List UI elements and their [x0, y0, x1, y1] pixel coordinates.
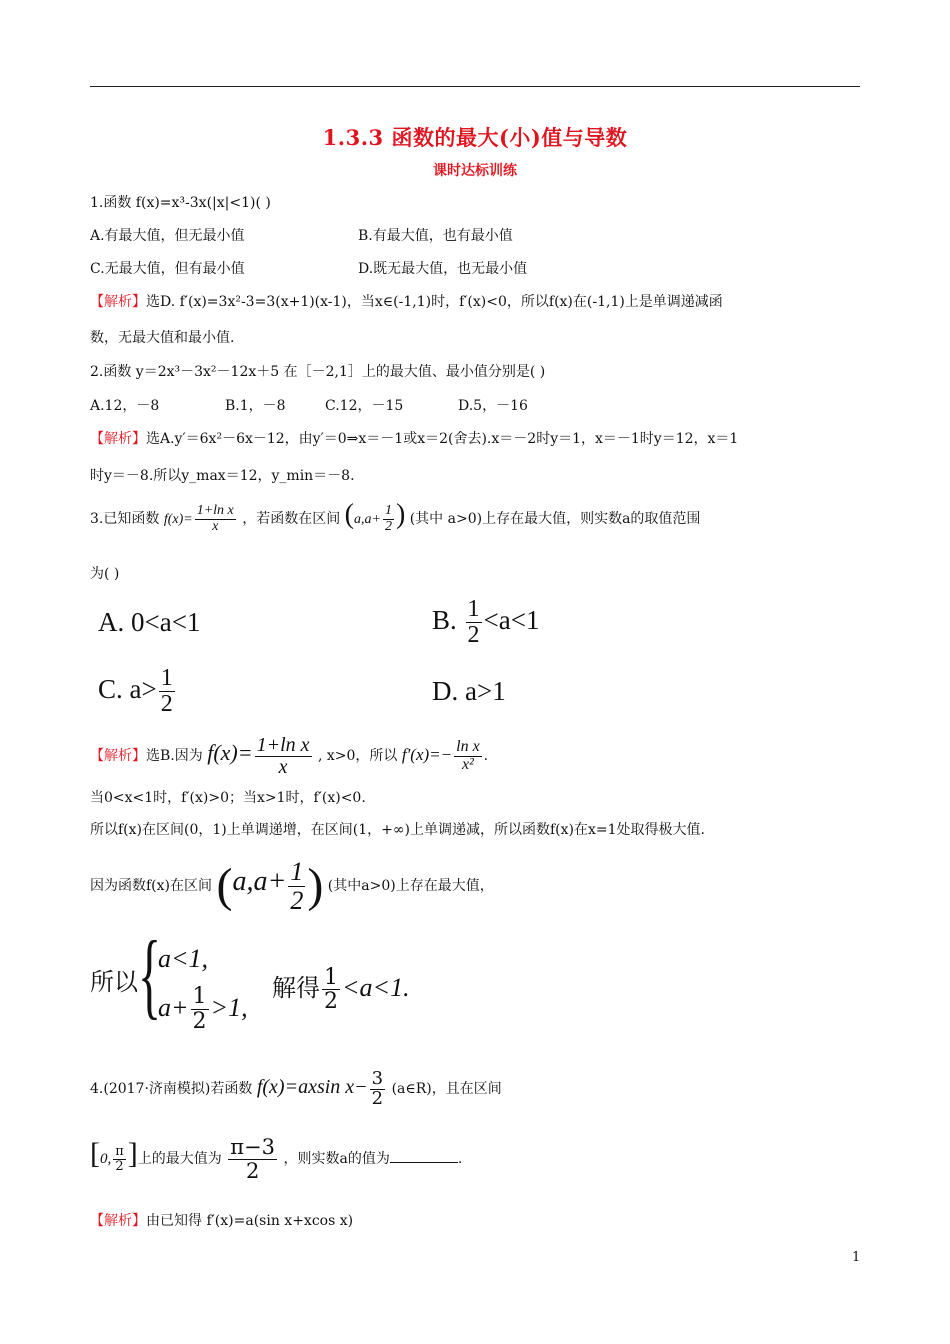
q3-option-b-num: 1	[467, 596, 480, 623]
q2-solution-text: 选A.y′＝6x²－6x－12，由y′＝0⇒x＝－1或x＝2(舍去).x＝－2时y＝1，x＝－1时y＝12，x＝1	[146, 431, 739, 447]
q4-function-den: 2	[371, 1087, 384, 1109]
q3-line4-suffix: (其中a>0)上存在最大值，	[327, 878, 494, 894]
q4-interval-zero: 0,	[100, 1151, 112, 1167]
q3-option-c-num: 1	[160, 665, 173, 692]
q4-line2-end: .	[457, 1151, 463, 1167]
q3-system-eq2	[158, 980, 248, 1036]
q3-interval-close: )	[395, 499, 406, 530]
q3-solution-line4	[90, 852, 494, 916]
q3-solution-line3: 所以f(x)在区间(0，1)上单调递增，在区间(1，+∞)上单调递减，所以函数f(x)在x=1处取得极大值.	[90, 822, 705, 838]
q4-stem-line2	[90, 1124, 462, 1189]
q4-answer-blank[interactable]	[390, 1148, 458, 1163]
q4-line2-suffix: ，则实数a的值为	[283, 1151, 390, 1167]
q2-solution-line1	[90, 429, 738, 449]
q4-line2-middle: 上的最大值为	[137, 1151, 222, 1167]
q3-option-c-fraction	[159, 666, 175, 717]
q4-interval-fraction	[113, 1145, 126, 1173]
q4-stem-prefix: 4.(2017·济南模拟)若函数	[90, 1081, 253, 1097]
q3-option-b-fraction	[466, 597, 482, 648]
q4-stem-suffix: (a∈R)，且在区间	[391, 1081, 502, 1097]
q1-option-c: C.无最大值，但有最小值	[90, 261, 245, 277]
q3-interval-expr: a,a+	[353, 512, 381, 527]
q3-stem-line2: 为( )	[90, 566, 120, 582]
page-subtitle: 课时达标训练	[433, 163, 517, 179]
q2-option-d: D.5，－16	[458, 398, 528, 414]
q3-system-solve: 解得	[272, 974, 320, 1002]
q3-solution-function: f(x)=	[207, 740, 253, 765]
q3-system-eq2-b: >1,	[210, 993, 248, 1022]
q3-line4-num: 1	[290, 857, 304, 887]
q4-interval-open: [	[90, 1137, 100, 1170]
q3-function-fraction	[195, 504, 236, 534]
q3-system-prefix: 所以	[90, 968, 138, 996]
q4-function: f(x)=axsin x−	[256, 1076, 368, 1098]
page-title: 1.3.3 函数的最大(小)值与导数	[322, 125, 628, 150]
q2-stem: 2.函数 y＝2x³－3x²－12x＋5 在［－2,1］上的最大值、最小值分别是( )	[90, 364, 546, 380]
q3-system-eq2-fraction	[191, 985, 209, 1032]
q3-line4-den: 2	[290, 885, 304, 915]
q3-interval: (	[344, 499, 354, 530]
q3-stem-prefix: 3.已知函数	[90, 511, 160, 527]
q3-solution-num: 1+ln x	[256, 733, 310, 756]
q3-option-b	[432, 592, 539, 648]
q4-solution-tag: 【解析】	[90, 1213, 146, 1229]
q3-stem	[90, 500, 700, 535]
q2-option-a: A.12，－8	[90, 398, 160, 414]
q3-line4-prefix: 因为函数f(x)在区间	[90, 878, 213, 894]
q3-solution-line1	[90, 728, 488, 781]
q3-solution-den: x	[278, 755, 288, 778]
q3-solution-line2: 当0<x<1时，f′(x)>0；当x>1时，f′(x)<0.	[90, 790, 366, 806]
q3-result-den: 2	[324, 989, 338, 1014]
q4-function-num: 3	[371, 1067, 384, 1089]
q4-max-fraction	[228, 1136, 277, 1181]
q3-option-c-den: 2	[160, 691, 173, 718]
q3-option-b-den: 2	[467, 622, 480, 649]
q1-solution-line1	[90, 292, 723, 312]
q4-interval-num: π	[115, 1143, 124, 1159]
q3-solution-middle: , x>0，所以	[317, 748, 398, 764]
q1-stem: 1.函数 f(x)=x³-3x(|x|<1)( )	[90, 195, 271, 211]
q4-solution	[90, 1211, 353, 1231]
q2-option-b: B.1，－8	[225, 398, 286, 414]
header-rule	[90, 86, 860, 87]
q3-system-brace: {	[138, 921, 162, 1028]
q3-derivative: f′(x)=−	[401, 745, 453, 764]
q3-fraction-numerator: 1+ln x	[196, 502, 234, 518]
q3-line4-fraction	[288, 858, 305, 914]
q3-solution-prefix: 选B.因为	[146, 748, 203, 764]
q3-derivative-fraction	[454, 739, 482, 774]
q4-solution-text: 由已知得 f′(x)=a(sin x+xcos x)	[146, 1213, 354, 1229]
q3-sys-den: 2	[192, 1008, 207, 1034]
q4-stem	[90, 1062, 502, 1114]
q3-line4-paren-close: )	[307, 859, 324, 912]
q3-system-eq2-a: a+	[158, 993, 189, 1022]
q4-interval-close: ]	[127, 1137, 138, 1170]
q3-system-result-text: <a<1.	[342, 973, 410, 1002]
q4-max-den: 2	[245, 1158, 260, 1183]
q3-sys-num: 1	[192, 984, 207, 1010]
q1-solution-tag: 【解析】	[90, 294, 146, 310]
q3-function-name: f(x)=	[163, 512, 193, 527]
q4-interval-den: 2	[115, 1158, 124, 1174]
q3-half-denominator: 2	[384, 518, 392, 534]
q3-interval-half	[383, 504, 394, 534]
q2-solution-line2: 时y＝－8.所以y_max＝12，y_min＝－8.	[90, 468, 355, 484]
q2-option-c: C.12，－15	[325, 398, 404, 414]
q3-option-d: D. a>1	[432, 676, 506, 706]
q3-solution-tag: 【解析】	[90, 748, 146, 764]
q3-option-a: A. 0<a<1	[98, 607, 201, 637]
q3-derivative-end: .	[483, 748, 489, 764]
q4-function-fraction	[370, 1067, 385, 1109]
q3-stem-suffix: (其中 a>0)上存在最大值，则实数a的取值范围	[409, 511, 701, 527]
q2-solution-tag: 【解析】	[90, 431, 146, 447]
q3-fraction-denominator: x	[212, 518, 219, 534]
q3-derivative-den: x²	[461, 755, 474, 773]
q1-option-b: B.有最大值，也有最小值	[358, 228, 513, 244]
q3-line4-paren-open: (	[216, 859, 233, 912]
q3-half-numerator: 1	[384, 502, 392, 518]
q3-line4-interval: a,a+	[232, 866, 287, 897]
q4-max-num: π−3	[230, 1135, 276, 1160]
page-number: 1	[852, 1250, 861, 1265]
q3-system-eq1: a<1,	[158, 944, 209, 973]
q3-system-result-fraction	[322, 966, 340, 1013]
q3-option-b-label: B.	[432, 605, 457, 635]
q3-stem-middle: ，若函数在区间	[242, 511, 341, 527]
q1-option-a: A.有最大值，但无最小值	[90, 228, 245, 244]
q3-system-result	[272, 960, 410, 1016]
q3-option-c	[98, 661, 177, 717]
q3-derivative-num: ln x	[456, 737, 480, 755]
q3-solution-fraction	[255, 735, 312, 778]
q3-option-c-text: C. a>	[98, 674, 157, 704]
q3-option-b-text: <a<1	[483, 605, 540, 635]
q1-solution-text: 选D. f′(x)=3x²-3=3(x+1)(x-1)，当x∈(-1,1)时，f′(x)<0，所以f(x)在(-1,1)上是单调递减函	[146, 294, 723, 310]
q3-result-num: 1	[324, 964, 338, 990]
q1-option-d: D.既无最大值，也无最小值	[358, 261, 528, 277]
q1-solution-line2: 数，无最大值和最小值.	[90, 330, 235, 346]
